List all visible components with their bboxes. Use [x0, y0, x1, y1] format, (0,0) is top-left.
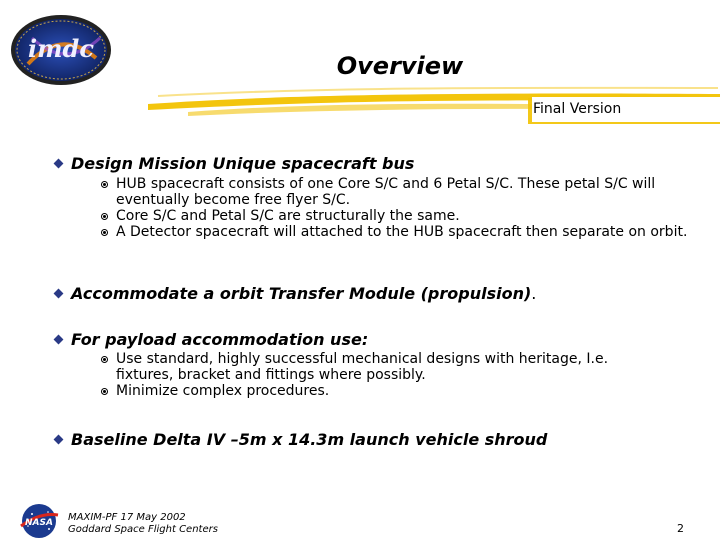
bullet-payload-accommodation: For payload accommodation use: [55, 330, 368, 349]
page-number: 2 [677, 522, 684, 535]
imdc-logo [10, 14, 112, 86]
bullet-design-mission [55, 154, 414, 173]
footer-text [68, 512, 218, 536]
list-item: Core S/C and Petal S/C are structurally the same. [101, 208, 701, 224]
round-bullet-icon [101, 356, 108, 363]
list-item: Minimize complex procedures. [101, 383, 661, 399]
list-item: Use standard, highly successful mechanical designs with heritage, I.e. fixtures, bracket and fittings where possibly. [101, 351, 661, 383]
diamond-bullet-icon [54, 159, 64, 169]
diamond-bullet-icon [54, 435, 64, 445]
slide-title: Overview [336, 52, 464, 80]
round-bullet-icon [101, 388, 108, 395]
title-swoosh [148, 82, 720, 130]
list-item: HUB spacecraft consists of one Core S/C and 6 Petal S/C. These petal S/C will eventually become free flyer S/C. [101, 176, 701, 208]
sublist-design-mission [101, 176, 701, 240]
round-bullet-icon [101, 229, 108, 236]
round-bullet-icon [101, 213, 108, 220]
version-label: Final Version [533, 101, 622, 117]
svg-text:NASA: NASA [25, 518, 53, 528]
footer-line-1: MAXIM-PF 17 May 2002 [68, 512, 186, 523]
bullet-baseline-shroud: Baseline Delta IV –5m x 14.3m launch vehicle shroud [55, 430, 547, 449]
diamond-bullet-icon [54, 289, 64, 299]
list-item: A Detector spacecraft will attached to the HUB spacecraft then separate on orbit. [101, 224, 701, 240]
diamond-bullet-icon [54, 335, 64, 345]
svg-text:imdc: imdc [28, 34, 94, 63]
nasa-logo [18, 502, 60, 540]
sublist-payload [101, 351, 661, 399]
footer-line-2: Goddard Space Flight Centers [68, 524, 218, 535]
bullet-text: Design Mission Unique spacecraft bus [71, 154, 415, 173]
round-bullet-icon [101, 181, 108, 188]
bullet-transfer-module: Accommodate a orbit Transfer Module (propulsion) . [55, 284, 536, 303]
